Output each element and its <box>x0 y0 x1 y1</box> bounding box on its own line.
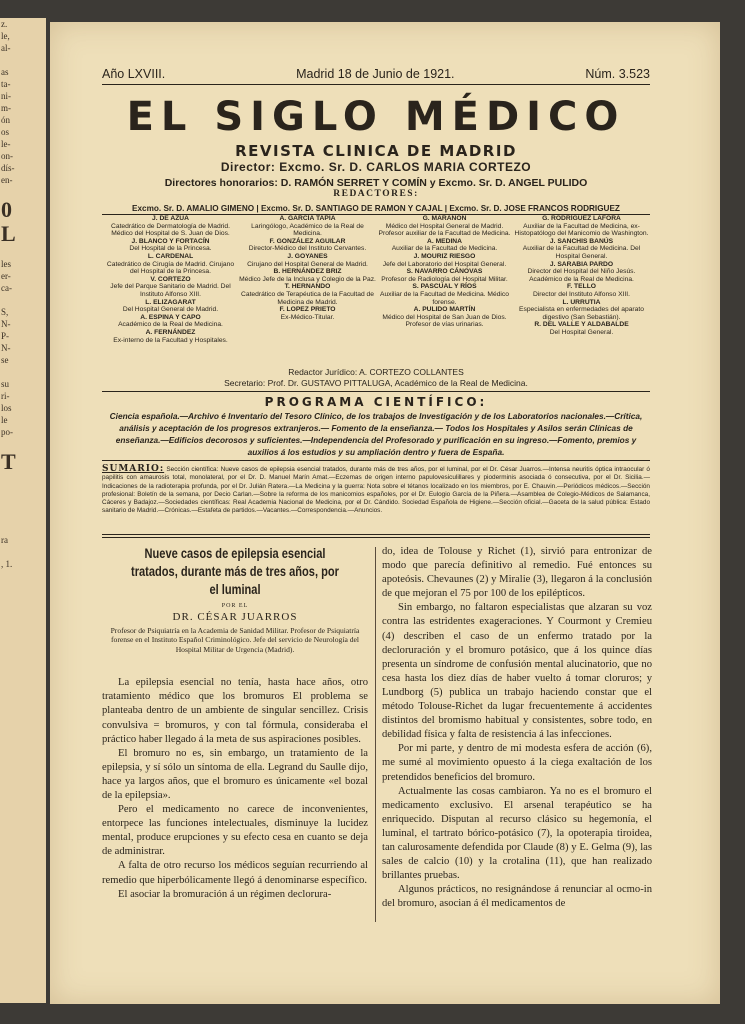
year-label: Año LXVIII. <box>102 67 166 81</box>
editor-name: L. ELIZAGARAT <box>145 298 196 306</box>
prev-page-fragment: er- <box>1 271 11 281</box>
editor-name: J. GOYANES <box>287 252 328 260</box>
editor-description: Catedrático de Dermatología de Madrid. Médico del Hospital de S. Juan de Dios. <box>111 222 230 238</box>
sumario-rule-bottom <box>102 534 650 535</box>
secretario: Secretario: Prof. Dr. GUSTAVO PITTALUGA, Académico de la Real de Medicina. <box>224 378 528 388</box>
prev-page-fragment <box>0 54 46 66</box>
sumario-text: Sección científica: Nueve casos de epilepsia esencial tratados, durante más de tres años, por el luminal, por el Dr. César Juarros.—Intensa neuritis óptica intraocular ó papilitis con amaurosis total, monolateral, por el Dr. D. Manuel Marín Amat.—Eczemas de origen interno papulovesiculillares y pioderminis asociada ó consecutiva, por el Dr. Sicilia.—Indicaciones de la radioterapia profunda, por el Dr. Julián Ratera.—La Medicina y la guerra: Nota sobre el tétanos localizado en los miembros, por E. Chauvin.—Periódicos médicos.—Sección profesional: Boletín de la semana, por Decio Carlan.—Sobre la reforma de los manicomios españoles, por el Dr. Eulogio García de la Piñera.—Asamblea de Colegio-Médicos de Salamanca, Cáceres y Badajoz.—Sociedades científicas: Real Academia Nacional de Medicina, por el Dr. Cándido. Sociedad Española de Higiene.—Sección oficial.—Gaceta de la salud pública: Estado sanitario de Madrid.—Crónicas.—Estafeta de partidos.—Vacantes.—Correspondencia.—Anuncios. <box>102 466 650 515</box>
prev-page-fragment: le, <box>1 31 10 41</box>
journal-title: EL SIGLO MÉDICO <box>126 94 626 140</box>
editor-description: Cirujano del Hospital General de Madrid. <box>247 260 368 268</box>
issue-date: Madrid 18 de Junio de 1921. <box>296 67 455 81</box>
prev-page-fragment <box>0 486 46 498</box>
article-body-right <box>382 545 652 911</box>
editor-name: R. DEL VALLE Y ALDABALDE <box>534 321 629 329</box>
prev-page-fragment: , 1. <box>1 559 13 569</box>
editor-description: Laringólogo, Académico de la Real de Medicina. <box>251 222 364 238</box>
editor-description: Especialista en enfermedades del aparato digestivo (San Sebastián). <box>519 306 644 321</box>
editor-description: Auxiliar de la Facultad de Medicina. <box>391 245 498 253</box>
editor-name: V. CORTEZO <box>150 275 191 283</box>
prev-page-fragment: los <box>1 403 12 413</box>
article-paragraph: Pero el medicamento no carece de inconvenientes, entorpece las funciones intelectuales, disminuye la lucidez mental, produce erupciones y su efecto cesa en cuanto se deja de administrar. <box>102 804 368 858</box>
editor-name: A. ESPINA Y CAPO <box>140 313 201 321</box>
sumario-rule-double <box>102 537 650 538</box>
sumario <box>102 465 650 516</box>
article-paragraph: El bromuro no es, sin embargo, un tratamiento de la epilepsia, y sí sólo un síntoma de ella. Legrand du Saulle dijo, hace ya largos años, que el bromuro es únicamente «el bozal de la epilepsia». <box>102 747 368 801</box>
prev-page-fragment: P- <box>1 331 10 341</box>
prev-page-fragment: al- <box>1 43 11 53</box>
editor-description: Médico del Hospital de San Juan de Dios. Profesor de vías urinarias. <box>382 313 507 329</box>
editor-description: Ex-Médico-Titular. <box>280 313 335 321</box>
article-byline-prefix: POR EL <box>221 603 249 609</box>
prev-page-fragment <box>0 522 46 534</box>
prev-page-fragment <box>0 546 46 558</box>
prev-page-fragment: ta- <box>1 79 11 89</box>
editor-name: G. MARAÑON <box>422 215 467 222</box>
prev-page-fragment: ón <box>1 115 10 125</box>
prev-page-fragment: N- <box>1 343 11 353</box>
editor-name: J. BLANCO Y FORTACÍN <box>131 237 210 245</box>
prev-page-fragment: os <box>1 127 10 137</box>
editor-description: Auxiliar de la Facultad de Medicina. Del Hospital General. <box>522 245 641 260</box>
prev-page-fragment <box>0 510 46 522</box>
editor-name: F. LOPEZ PRIETO <box>279 306 336 314</box>
editors-column-2 <box>239 215 376 321</box>
editor-name: F. GONZÁLEZ AGUILAR <box>269 237 346 245</box>
prev-page-fragment <box>0 294 46 306</box>
editor-name: L. CARDENAL <box>147 252 194 260</box>
editor-name: J. SANCHIS BANÚS <box>549 237 614 245</box>
editor-description: Del Hospital de la Princesa. <box>129 245 212 253</box>
editor-description: Director del Hospital del Niño Jesús. Académico de la Real de Medicina. <box>527 268 636 283</box>
editor-name: A. MEDINA <box>427 237 462 245</box>
prev-page-fragment: L <box>1 221 16 246</box>
editor-description: Del Hospital General de Madrid. <box>122 306 219 314</box>
article-paragraph: El asociar la bromuración á un régimen declorura- <box>118 888 332 900</box>
programa-text: Ciencia española.—Archivo é Inventario del Tesoro Clínico, de los trabajos de Investigación y de los Laboratorios nacionales.—Crítica, análisis y aceptación de los progresos extranjeros.— Fomento de la enseñanza.— Todos los Hospitales y Asilos serán Clínicas de enseñanza.—Edificios decorosos y suficientes.—Independencia del Profesorado y purificación en su ingreso.—Fomento, premios y auxilios á los estudios y su ampliación dentro y fuera de España. <box>109 411 643 457</box>
article-title: Nueve casos de epilepsia esencial tratados, durante más de tres años, por el luminal <box>131 546 339 597</box>
editor-name: F. TELLO <box>567 283 596 291</box>
prev-page-fragment: se <box>1 355 9 365</box>
redactores-label: REDACTORES: <box>333 189 419 199</box>
programa-title: PROGRAMA CIENTÍFICO: <box>264 395 488 409</box>
sumario-label: SUMARIO: <box>102 464 165 474</box>
legal-staff <box>102 367 650 389</box>
editor-description: Ex-interno de la Facultad y Hospitales. <box>113 336 228 344</box>
sumario-rule-top <box>102 460 650 461</box>
prev-page-fragment <box>0 474 46 486</box>
editor-name: S. NAVARRO CÁNOVAS <box>406 268 483 276</box>
editor-name: G. RODRÍGUEZ LAFORA <box>542 215 621 222</box>
prev-page-fragment: S, <box>1 307 9 317</box>
editor-name: J. DE AZÚA <box>152 215 189 222</box>
article-paragraph: Por mi parte, y dentro de mi modesta esfera de acción (6), me sumé al movimiento opuesto á la ciega exaltación de los pretendidos beneficios del bromuro. <box>382 743 652 783</box>
article-left-column <box>102 545 368 902</box>
editor-description: Auxiliar de la Facultad de Medicina. Médico forense. <box>380 290 509 306</box>
prev-page-fragment: le- <box>1 139 11 149</box>
prev-page-fragment: po- <box>1 427 13 437</box>
honorary-directors: Directores honorarios: D. RAMÓN SERRET Y COMÍN y Excmo. Sr. D. ANGEL PULIDO <box>164 177 588 189</box>
redactor-juridico: Redactor Jurídico: A. CORTEZO COLLANTES <box>288 367 464 377</box>
article-paragraph: do, idea de Tolouse y Richet (1), sirvió para entronizar de modo que parecía definitivo al remedio. Fué entonces su apoteósis. Chevaunes (2) y Miralie (3), llegaron á la conclusión de que mejoran el 75 por 100 de los epilépticos. <box>382 546 652 600</box>
editor-name: L. URRUTIA <box>562 298 601 306</box>
editor-name: T. HERNANDO <box>284 283 331 291</box>
editor-description: Catedrático de Cirugía de Madrid. Cirujano del Hospital de la Princesa. <box>106 260 235 276</box>
editor-description: Médico del Hospital General de Madrid. Profesor auxiliar de la Facultad de Medicina. <box>378 222 511 238</box>
header-rule <box>102 84 650 85</box>
prev-page-fragment: ri- <box>1 391 10 401</box>
masthead-info-line <box>102 67 650 81</box>
senior-editors: Excmo. Sr. D. AMALIO GIMENO | Excmo. Sr. D. SANTIAGO DE RAMON Y CAJAL | Excmo. Sr. D. JOSE FRANCOS RODRIGUEZ <box>132 204 620 213</box>
article-right-column <box>382 545 652 911</box>
editor-name: S. PASCUAL Y RÍOS <box>412 283 477 291</box>
editor-description: Jefe del Parque Sanitario de Madrid. Del Instituto Alfonso XIII. <box>110 283 231 298</box>
editor-name: A. PULIDO MARTÍN <box>413 306 476 314</box>
prev-page-fragment <box>0 366 46 378</box>
prev-page-fragment: ni- <box>1 91 11 101</box>
prev-page-fragment: su <box>1 379 10 389</box>
director-line: Director: Excmo. Sr. D. CARLOS MARIA CORTEZO <box>220 160 532 174</box>
editor-description: Catedrático de Terapéutica de la Facultad de Medicina de Madrid. <box>241 290 374 306</box>
journal-subtitle: REVISTA CLINICA DE MADRID <box>235 142 517 160</box>
editors-column-1 <box>102 215 239 344</box>
newspaper-page <box>50 22 720 1004</box>
prev-page-fragment: 0 <box>1 197 12 222</box>
article-paragraph: A falta de otro recurso los médicos seguían recurriendo al remedio que hiperbólicamente llegó á denominarse específico. <box>102 860 368 886</box>
prev-page-fragment: les <box>1 259 11 269</box>
programa-rule <box>102 391 650 392</box>
article-paragraph: Algunos prácticos, no resignándose á renunciar al ocmo-in del bromuro, asocian á él medicamentos de <box>382 884 652 910</box>
article-author: DR. CÉSAR JUARROS <box>172 611 298 623</box>
prev-page-fragment: dís- <box>1 163 15 173</box>
editor-name: A. GARCÍA TAPIA <box>279 215 336 222</box>
issue-number: Núm. 3.523 <box>585 67 650 81</box>
prev-page-fragment: m- <box>1 103 11 113</box>
editor-name: J. SARABIA PARDO <box>549 260 614 268</box>
author-affiliation: Profesor de Psiquiatría en la Academia de Sanidad Militar. Profesor de Psiquiatría forense en el Instituto Español Criminológico. Jefe del servicio de Neurología del Hospital Militar de Urgencia (Madrid). <box>110 626 360 654</box>
editor-description: Jefe del Laboratorio del Hospital General. <box>382 260 507 268</box>
prev-page-fragment: on- <box>1 151 13 161</box>
article-paragraph: La epilepsia esencial no tenía, hasta hace años, otro tratamiento médico que los bromuros El problema se planteaba dentro de un ambiente de singular sencillez. Crisis convulsiva = bromuros, y con tal fórmula, consideraba el práctico haber llegado á la meta de sus aspiraciones posibles. <box>102 677 368 745</box>
prev-page-fragment <box>0 246 46 258</box>
editor-description: Director del Instituto Alfonso XIII. <box>532 290 630 298</box>
editor-name: A. FERNÁNDEZ <box>145 328 196 336</box>
editor-name: J. MOURIZ RIESGO <box>413 252 476 260</box>
column-separator <box>375 547 376 922</box>
previous-page-edge <box>0 18 46 1003</box>
prev-page-fragment: en- <box>1 175 13 185</box>
editor-description: Profesor de Radiología del Hospital Militar. <box>381 275 508 283</box>
prev-page-fragment: ra <box>1 535 8 545</box>
editor-name: B. HERNÁNDEZ BRIZ <box>273 268 342 276</box>
editor-description: Auxiliar de la Facultad de Medicina, ex-Histopatólogo del Manicomio de Washington. <box>514 222 649 238</box>
article-paragraph: Sin embargo, no faltaron especialistas que alzaran su voz contra las estridentes exageraciones. Y Courmont y Cremieu (4) describen el caso de un enfermo tratado por la decloruración y el bromuro potásico, que á los quince días presenta un síndrome de confusión mental alucinatorio, que no cesa hasta los diez días de haber vuelto á tomar cloruros; y Lundborg (5) publica un trabajo haciendo constar que el método Tolouse-Richet da lugar frecuentemente á accidentes distintos del bromismo habitual y consistentes, sobre todo, en debilidad física y falta de resistencia á las infecciones. <box>382 602 652 741</box>
editor-description: Director-Médico del Instituto Cervantes. <box>248 245 367 253</box>
editor-description: Del Hospital General. <box>549 328 614 336</box>
editor-description: Médico Jefe de la Inclusa y Colegio de la Paz. <box>239 275 376 283</box>
editors-column-3 <box>376 215 513 329</box>
editors-column-4 <box>513 215 650 337</box>
prev-page-fragment: T <box>1 449 16 474</box>
editor-description: Académico de la Real de Medicina. <box>118 321 223 329</box>
prev-page-fragment: le <box>1 415 8 425</box>
prev-page-fragment: z. <box>1 19 8 29</box>
prev-page-fragment <box>0 498 46 510</box>
prev-page-fragment: N- <box>1 319 11 329</box>
prev-page-fragment: as <box>1 67 9 77</box>
article-body-left <box>102 676 368 902</box>
prev-page-fragment: ca- <box>1 283 12 293</box>
article-paragraph: Actualmente las cosas cambiaron. Ya no es el bromuro el medicamento exclusivo. El arsenal terapéutico se ha enriquecido. Disputan al recurso clásico su hegemonía, el luminal, el tartrato bórico-potásico (7), la opoterapia tiroidea, tan calurosamente defendida por Claude (8) y E. Gelma (9), las sales de calcio (10) y la crotalina (11), que han realizado brillantes pruebas. <box>382 785 652 882</box>
